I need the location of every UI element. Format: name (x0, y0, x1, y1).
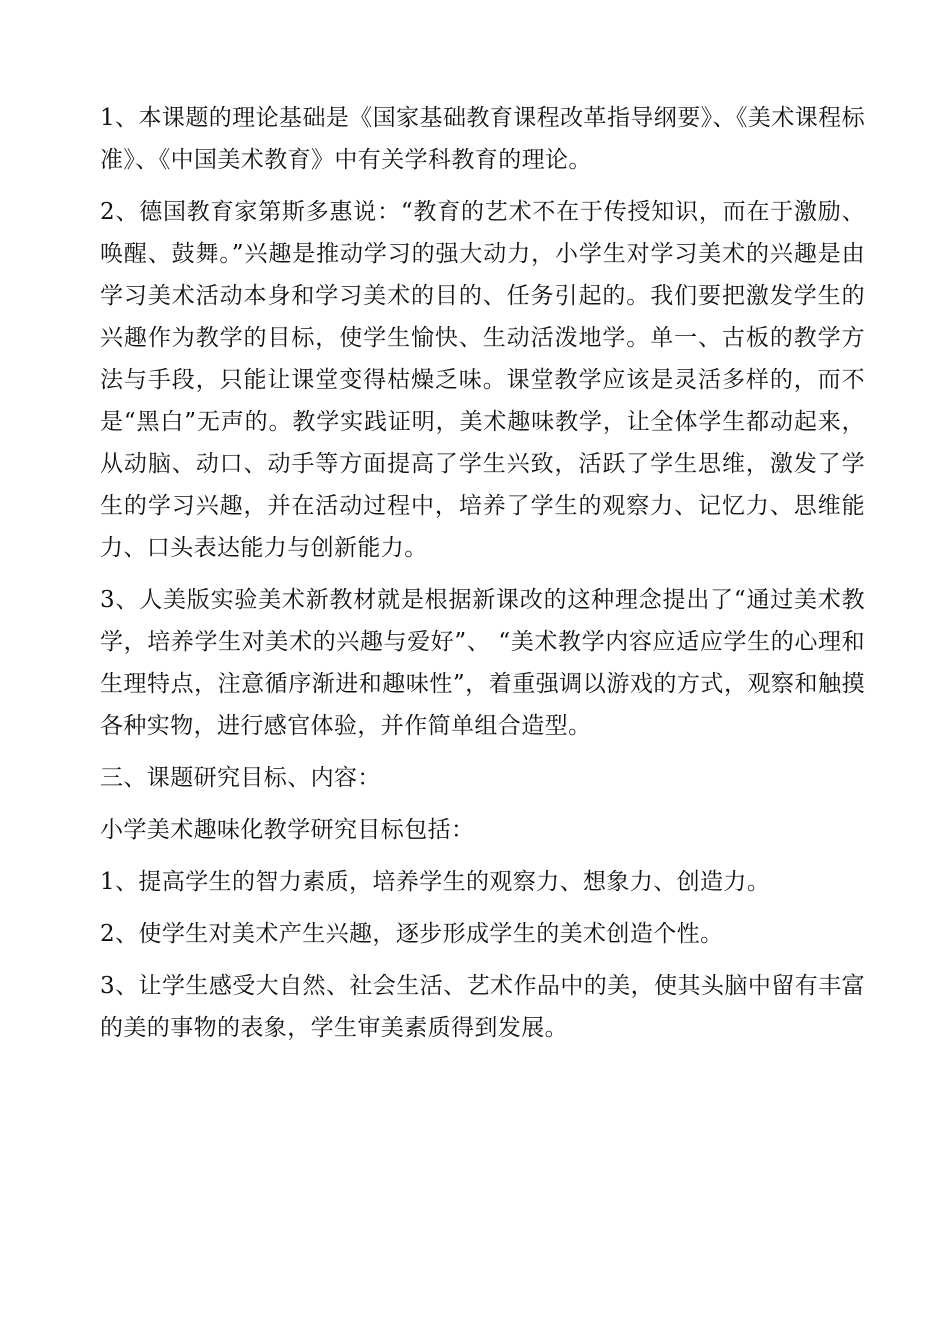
goal-item-2: 2、使学生对美术产生兴趣，逐步形成学生的美术创造个性。 (100, 921, 724, 947)
goal-item-1: 1、提高学生的智力素质，培养学生的观察力、想象力、创造力。 (100, 869, 771, 895)
document-page (100, 97, 865, 1059)
paragraph-new-textbook: 3、人美版实验美术新教材就是根据新课改的这种理念提出了“通过美术教学，培养学生对美术的兴趣与爱好”、 “美术教学内容应适应学生的心理和生理特点，注意循序渐进和趣味性”，着重强调以游戏的方式，观察和触摸各种实物，进行感官体验，并作简单组合造型。 (100, 587, 865, 739)
paragraph-diesterweg-quote: 2、德国教育家第斯多惠说：“教育的艺术不在于传授知识，而在于激励、唤醒、鼓舞。”兴趣是推动学习的强大动力，小学生对学习美术的兴趣是由学习美术活动本身和学习美术的目的、任务引起的。我们要把激发学生的兴趣作为教学的目标，使学生愉快、生动活泼地学。单一、古板的教学方法与手段，只能让课堂变得枯燥乏味。课堂教学应该是灵活多样的，而不是“黑白”无声的。教学实践证明，美术趣味教学，让全体学生都动起来，从动脑、动口、动手等方面提高了学生兴致，活跃了学生思维，激发了学生的学习兴趣，并在活动过程中，培养了学生的观察力、记忆力、思维能力、口头表达能力与创新能力。 (100, 199, 865, 561)
paragraph-theory-basis: 1、本课题的理论基础是《国家基础教育课程改革指导纲要》、《美术课程标准》、《中国美术教育》中有关学科教育的理论。 (100, 105, 865, 173)
goal-item-3: 3、让学生感受大自然、社会生活、艺术作品中的美，使其头脑中留有丰富的美的事物的表象，学生审美素质得到发展。 (100, 973, 865, 1041)
paragraph-goals-intro: 小学美术趣味化教学研究目标包括： (100, 817, 475, 843)
section-heading-goals: 三、课题研究目标、内容： (100, 765, 381, 791)
